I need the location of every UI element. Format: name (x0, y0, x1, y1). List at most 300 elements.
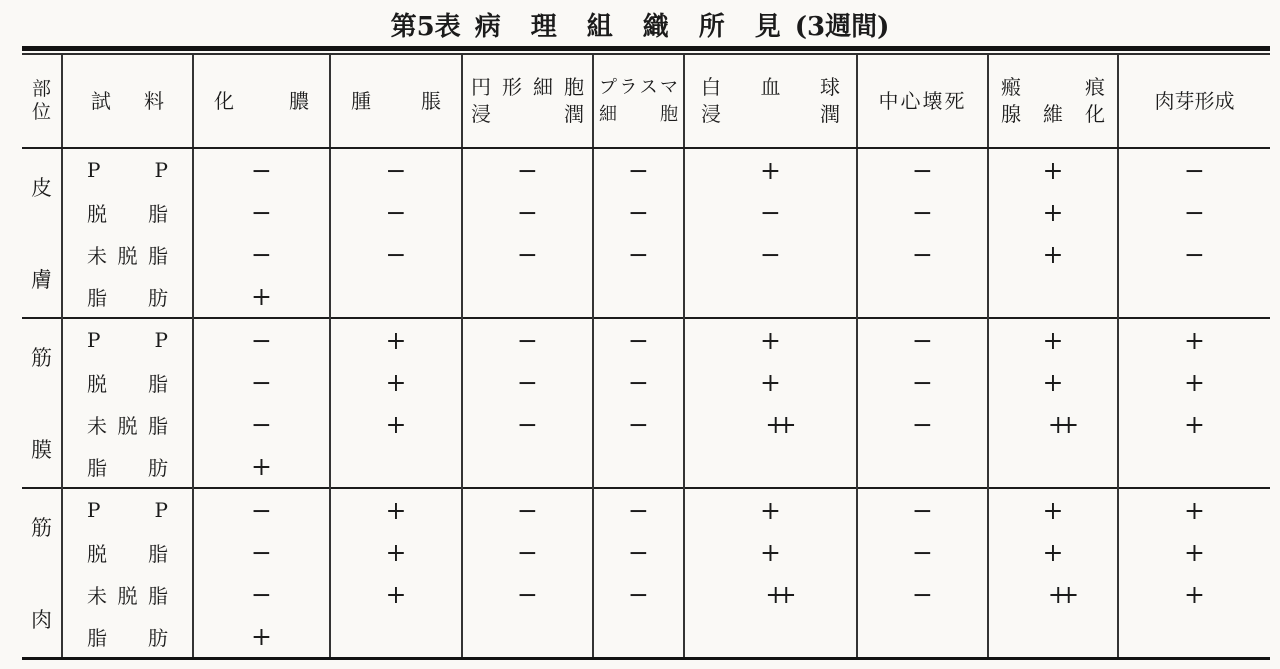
value-cell (684, 233, 857, 275)
site-cell-fascia (22, 318, 62, 488)
sample-text: P (87, 158, 101, 182)
header-text: 潤 (564, 102, 584, 126)
value-cell (684, 573, 857, 615)
header-text: 肉芽形成 (1154, 88, 1235, 113)
value-cell (988, 573, 1118, 615)
value-cell (857, 445, 988, 488)
finding-value: + (1184, 367, 1205, 397)
value-cell (330, 615, 462, 659)
finding-value: − (517, 197, 538, 227)
header-line (1119, 88, 1270, 115)
finding-value: + (1184, 325, 1205, 355)
sample-text: 脱 (117, 413, 138, 438)
value-cell (593, 233, 684, 275)
value-cell (1118, 275, 1270, 318)
table-row (22, 233, 1270, 275)
finding-value: + (1042, 537, 1064, 567)
finding-value: + (385, 367, 407, 397)
table-row (22, 318, 1270, 361)
header-line (22, 78, 61, 101)
value-cell (193, 615, 330, 659)
sample-cell (62, 148, 193, 191)
finding-value: ++ (1047, 409, 1069, 439)
value-cell (330, 573, 462, 615)
finding-value: − (251, 325, 272, 355)
finding-value: + (1184, 409, 1205, 439)
value-cell (857, 318, 988, 361)
finding-value: + (385, 579, 407, 609)
table-row (22, 191, 1270, 233)
header-text: 試 (91, 88, 111, 113)
column-header-round-cell-infiltration (462, 55, 593, 148)
site-cell-skin (22, 148, 62, 318)
value-cell (330, 361, 462, 403)
sample-text: P (87, 328, 101, 352)
finding-value: − (912, 155, 933, 185)
sample-cell (62, 318, 193, 361)
value-cell (593, 148, 684, 191)
value-cell (1118, 148, 1270, 191)
finding-value: + (385, 537, 407, 567)
value-cell (857, 403, 988, 445)
value-cell (857, 233, 988, 275)
finding-value: − (912, 325, 933, 355)
value-cell (462, 445, 593, 488)
table-row (22, 445, 1270, 488)
value-cell (593, 191, 684, 233)
header-text: 膿 (289, 88, 309, 113)
value-cell (330, 275, 462, 318)
value-cell (462, 148, 593, 191)
value-cell (857, 191, 988, 233)
value-cell (193, 318, 330, 361)
header-text: 胞 (660, 104, 678, 125)
value-cell (462, 615, 593, 659)
value-cell (462, 361, 593, 403)
sample-cell (62, 531, 193, 573)
header-line (989, 74, 1117, 101)
sample-text: 肪 (148, 285, 168, 310)
header-line (594, 101, 683, 128)
header-text: プ (599, 77, 617, 98)
header-text: 血 (760, 75, 781, 99)
sample-label (63, 240, 192, 269)
value-cell (1118, 531, 1270, 573)
finding-value: + (1184, 579, 1205, 609)
sample-text: 脂 (148, 201, 168, 226)
value-cell (193, 573, 330, 615)
finding-value: + (1184, 537, 1205, 567)
site-label (22, 342, 61, 464)
finding-value: + (1042, 495, 1064, 525)
table-title-text: 病理組織所見 (474, 12, 811, 42)
finding-value: − (385, 155, 407, 185)
sample-text: 肪 (148, 455, 168, 480)
value-cell (1118, 191, 1270, 233)
value-cell (593, 445, 684, 488)
value-cell (330, 403, 462, 445)
sample-text: P (154, 328, 168, 352)
value-cell (988, 275, 1118, 318)
header-text: 細 (533, 75, 553, 99)
value-cell (193, 233, 330, 275)
value-cell (988, 531, 1118, 573)
finding-value: + (385, 325, 407, 355)
value-cell (593, 615, 684, 659)
table-row (22, 531, 1270, 573)
column-header-granulation (1118, 55, 1270, 148)
header-text: 細 (599, 104, 617, 125)
value-cell (193, 191, 330, 233)
sample-text: 脱 (87, 541, 107, 566)
header-text: 胞 (564, 75, 584, 99)
column-header-scar-fibrosis (988, 55, 1118, 148)
sample-text: 肪 (148, 625, 168, 650)
sample-cell (62, 361, 193, 403)
column-header-suppuration (193, 55, 330, 148)
value-cell (1118, 573, 1270, 615)
value-cell (462, 531, 593, 573)
sample-label (63, 198, 192, 227)
finding-value: − (1184, 239, 1205, 269)
header-line (858, 88, 987, 115)
value-cell (684, 148, 857, 191)
header-text: マ (659, 77, 678, 98)
value-cell (593, 275, 684, 318)
site-label (22, 172, 61, 294)
value-cell (193, 275, 330, 318)
value-cell (593, 403, 684, 445)
finding-value: − (628, 239, 649, 269)
table-frame (22, 53, 1270, 660)
finding-value: − (1184, 197, 1205, 227)
header-text: 部 (31, 78, 51, 100)
header-text: 維 (1043, 102, 1063, 126)
finding-value: − (517, 409, 538, 439)
site-char: 皮 (31, 176, 52, 200)
header-text: 瘢 (1001, 75, 1021, 99)
finding-value: − (517, 239, 538, 269)
table-top-rule (22, 46, 1270, 660)
finding-value: + (251, 621, 272, 651)
finding-value: + (1042, 367, 1064, 397)
finding-value: − (251, 155, 272, 185)
value-cell (593, 361, 684, 403)
value-cell (684, 191, 857, 233)
sample-text: 脱 (117, 583, 138, 608)
finding-value: − (385, 197, 407, 227)
value-cell (1118, 488, 1270, 531)
finding-value: + (1042, 325, 1064, 355)
header-text: 浸 (701, 102, 721, 126)
site-group-muscle (22, 488, 1270, 659)
value-cell (857, 615, 988, 659)
header-text: 円 (471, 75, 491, 99)
page-title (0, 0, 1280, 43)
finding-value: − (517, 325, 538, 355)
sample-label (63, 328, 192, 352)
value-cell (857, 488, 988, 531)
sample-label (63, 158, 192, 182)
sample-cell (62, 275, 193, 318)
header-text: ス (639, 77, 658, 98)
value-cell (857, 573, 988, 615)
value-cell (1118, 403, 1270, 445)
site-group-skin (22, 148, 1270, 318)
sample-cell (62, 191, 193, 233)
value-cell (988, 615, 1118, 659)
finding-value: − (251, 537, 272, 567)
value-cell (988, 488, 1118, 531)
header-line (594, 74, 683, 101)
finding-value: − (1184, 155, 1205, 185)
sample-text: 脂 (87, 285, 107, 310)
value-cell (193, 531, 330, 573)
sample-text: P (154, 498, 168, 522)
header-line (194, 88, 329, 115)
finding-value: − (912, 409, 933, 439)
header-text: 潤 (820, 102, 840, 126)
value-cell (593, 488, 684, 531)
value-cell (462, 403, 593, 445)
header-text: 中心壊死 (878, 88, 967, 113)
finding-value: − (912, 537, 933, 567)
header-line (63, 88, 192, 115)
table-row (22, 615, 1270, 659)
table-row (22, 488, 1270, 531)
value-cell (1118, 318, 1270, 361)
value-cell (193, 488, 330, 531)
sample-label (63, 498, 192, 522)
header-line (463, 74, 592, 101)
sample-label (63, 368, 192, 397)
column-header-central-necrosis (857, 55, 988, 148)
value-cell (462, 573, 593, 615)
header-text: 化 (1085, 102, 1105, 126)
finding-value: + (1042, 197, 1064, 227)
finding-value: + (1184, 495, 1205, 525)
finding-value: − (385, 239, 407, 269)
sample-cell (62, 615, 193, 659)
value-cell (1118, 445, 1270, 488)
table-row (22, 275, 1270, 318)
value-cell (193, 445, 330, 488)
finding-value: + (1042, 239, 1064, 269)
value-cell (593, 318, 684, 361)
value-cell (462, 488, 593, 531)
finding-value: − (628, 579, 649, 609)
sample-text: 未 (87, 583, 107, 608)
header-text: 腫 (351, 88, 371, 113)
site-char: 筋 (31, 516, 52, 540)
value-cell (684, 531, 857, 573)
finding-value: − (251, 579, 272, 609)
value-cell (330, 148, 462, 191)
sample-text: P (87, 498, 101, 522)
value-cell (684, 488, 857, 531)
finding-value: − (628, 367, 649, 397)
value-cell (330, 233, 462, 275)
header-text: 浸 (471, 102, 491, 126)
value-cell (857, 275, 988, 318)
value-cell (684, 445, 857, 488)
finding-value: + (385, 495, 407, 525)
finding-value: + (385, 409, 407, 439)
header-line (685, 74, 856, 101)
sample-text: 脂 (87, 625, 107, 650)
value-cell (593, 573, 684, 615)
value-cell (330, 531, 462, 573)
value-cell (1118, 233, 1270, 275)
sample-text: 脱 (87, 371, 107, 396)
finding-value: + (760, 495, 781, 525)
value-cell (462, 191, 593, 233)
sample-text: 脂 (148, 243, 168, 268)
header-text: 痕 (1085, 75, 1105, 99)
header-line (463, 101, 592, 128)
sample-cell (62, 488, 193, 531)
value-cell (988, 318, 1118, 361)
finding-value: + (251, 281, 272, 311)
table-row (22, 573, 1270, 615)
value-cell (857, 148, 988, 191)
finding-value: − (912, 197, 933, 227)
finding-value: − (628, 155, 649, 185)
finding-value: ++ (765, 579, 787, 609)
site-char: 筋 (31, 346, 52, 370)
value-cell (988, 403, 1118, 445)
table-row (22, 361, 1270, 403)
table-row (22, 403, 1270, 445)
finding-value: − (628, 537, 649, 567)
sample-text: 脂 (148, 413, 168, 438)
site-group-fascia (22, 318, 1270, 488)
value-cell (193, 148, 330, 191)
value-cell (193, 361, 330, 403)
sample-label (63, 580, 192, 609)
finding-value: − (251, 367, 272, 397)
column-header-leukocyte-infiltration (684, 55, 857, 148)
finding-value: − (517, 537, 538, 567)
sample-text: P (154, 158, 168, 182)
site-label (22, 512, 61, 634)
table-header (22, 55, 1270, 148)
header-line (331, 88, 461, 115)
column-header-swelling (330, 55, 462, 148)
header-text: 料 (144, 88, 164, 113)
value-cell (857, 531, 988, 573)
finding-value: + (760, 155, 781, 185)
finding-value: + (1042, 155, 1064, 185)
site-char: 膚 (31, 268, 52, 292)
value-cell (462, 275, 593, 318)
sample-text: 未 (87, 243, 107, 268)
site-cell-muscle (22, 488, 62, 659)
site-char: 膜 (31, 438, 52, 462)
sample-label (63, 622, 192, 651)
finding-value: ++ (1047, 579, 1069, 609)
header-line (989, 101, 1117, 128)
value-cell (330, 318, 462, 361)
finding-value: − (760, 239, 781, 269)
sample-text: 脱 (117, 243, 138, 268)
finding-value: + (251, 451, 272, 481)
value-cell (988, 191, 1118, 233)
value-cell (684, 615, 857, 659)
finding-value: − (912, 367, 933, 397)
sample-cell (62, 445, 193, 488)
sample-text: 脂 (148, 371, 168, 396)
finding-value: − (912, 239, 933, 269)
value-cell (593, 531, 684, 573)
finding-value: − (517, 579, 538, 609)
finding-value: − (912, 495, 933, 525)
value-cell (462, 318, 593, 361)
value-cell (857, 361, 988, 403)
finding-value: + (760, 325, 781, 355)
header-text: 位 (31, 101, 51, 123)
header-text: 脹 (421, 88, 441, 113)
header-text: 化 (214, 88, 234, 113)
histology-table (22, 55, 1270, 660)
value-cell (330, 488, 462, 531)
sample-label (63, 410, 192, 439)
finding-value: − (517, 367, 538, 397)
finding-value: − (251, 239, 272, 269)
value-cell (988, 148, 1118, 191)
finding-value: + (760, 537, 781, 567)
value-cell (988, 445, 1118, 488)
finding-value: − (251, 495, 272, 525)
finding-value: − (517, 155, 538, 185)
column-header-plasma-cells (593, 55, 684, 148)
finding-value: + (760, 367, 781, 397)
sample-text: 脂 (148, 583, 168, 608)
header-text: 腺 (1001, 102, 1021, 126)
header-text: 形 (502, 75, 522, 99)
value-cell (684, 403, 857, 445)
sample-cell (62, 233, 193, 275)
value-cell (330, 445, 462, 488)
sample-text: 脂 (87, 455, 107, 480)
column-header-sample (62, 55, 193, 148)
value-cell (988, 233, 1118, 275)
sample-cell (62, 573, 193, 615)
value-cell (684, 361, 857, 403)
value-cell (988, 361, 1118, 403)
value-cell (684, 318, 857, 361)
sample-cell (62, 403, 193, 445)
site-char: 肉 (31, 608, 52, 632)
sample-label (63, 538, 192, 567)
header-text: 球 (820, 75, 840, 99)
table-title-period: (3週間) (794, 12, 890, 42)
value-cell (193, 403, 330, 445)
finding-value: ++ (765, 409, 787, 439)
sample-label (63, 282, 192, 311)
finding-value: − (628, 325, 649, 355)
finding-value: − (628, 495, 649, 525)
header-row (22, 55, 1270, 148)
sample-label (63, 452, 192, 481)
header-line (685, 101, 856, 128)
value-cell (1118, 361, 1270, 403)
finding-value: − (251, 197, 272, 227)
table-row (22, 148, 1270, 191)
header-line (22, 101, 61, 124)
finding-value: − (517, 495, 538, 525)
finding-value: − (628, 197, 649, 227)
